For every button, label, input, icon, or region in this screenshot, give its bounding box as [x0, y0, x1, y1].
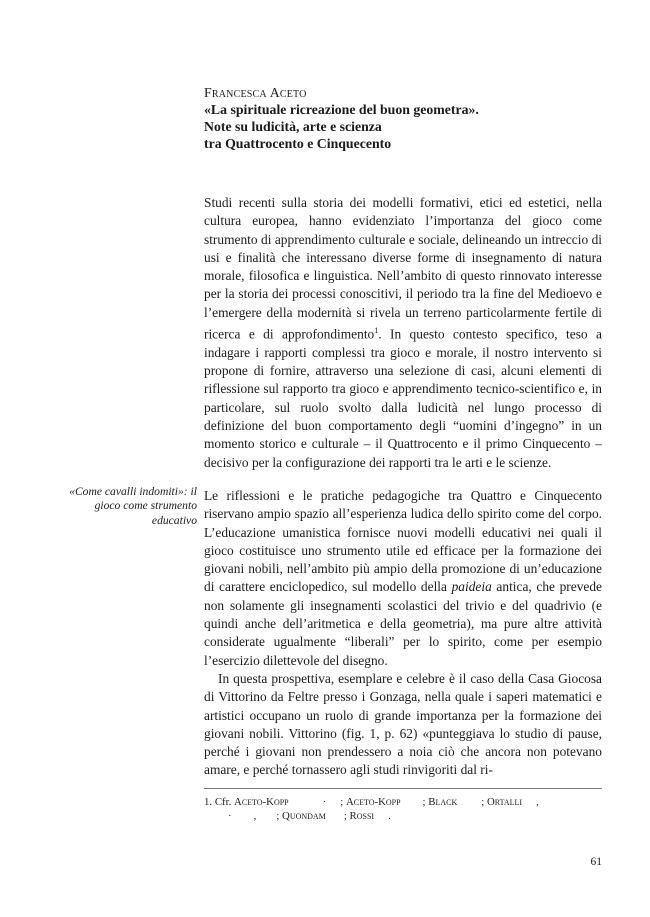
- abstract-text: Studi recenti sulla storia dei modelli formativi, etici ed estetici, nella cultura europea, hanno evidenziato l’importanza del gioco come strumento di apprendimento culturale e sociale, delineando un intreccio di usi e finalità che interessano diverse forme di insegnamento di natura morale, filosofica e linguistica. Nell’ambito di questo rinnovato interesse per la storia dei processi conoscitivi, il periodo tra la fine del Medioevo e l’emergere della modernità si rivela un terreno particolarmente fertile di ricerca e di approfondimento: [204, 195, 602, 342]
- footnote-cfr: Cfr.: [214, 796, 232, 808]
- footnote-citation: Rossi: [349, 810, 375, 822]
- footnote-citation: Aceto-Kopp: [234, 796, 289, 808]
- author-name: Francesca Aceto: [204, 85, 307, 100]
- article-title-line: tra Quattrocento e Cinquecento: [204, 136, 392, 151]
- footnote-citation: Ortalli: [486, 796, 523, 808]
- footnote-ref: 1: [374, 326, 379, 336]
- body-paragraph: [204, 670, 602, 780]
- article-header: [204, 84, 624, 152]
- body-text: antica, che prevede non solamente gli insegnamenti scolastici del trivio e del quadrivio (e quindi anche dell’aritmetica e della geometria), ma pure altre attività considerate ugualmente “liberali” per lo spirito, come per esempio l’esercizio dilettevole del disegno.: [204, 579, 602, 668]
- main-text: [204, 487, 602, 780]
- footnote-number: 1.: [204, 796, 213, 808]
- footnote-citation: Quondam: [282, 810, 326, 822]
- margin-heading: [62, 485, 197, 528]
- page-number: 61: [590, 856, 602, 868]
- abstract-text: . In questo contesto specifico, teso a indagare i rapporti complessi tra gioco e morale, il nostro intervento si propone di fornire, attraverso una selezione di casi, alcuni elementi di riflessione sul rapporto tra gioco e apprendimento tecnico-scientifico e, in particolare, sul ruolo svolto dalla ludicità nel lungo processo di definizione del buon comportamento degli “uomini d’ingegno” in un momento storico e culturale – il Quattrocento e il primo Cinquecento – decisivo per la configurazione dei rapporti tra le arti e le scienze.: [204, 326, 602, 470]
- footnote-citation: Black: [428, 796, 458, 808]
- body-text: Le riflessioni e le pratiche pedagogiche tra Quattro e Cinquecento riservano ampio spazio all’esperienza ludica dello spirito come del corpo. L’educazione umanistica fornisce nuovi modelli educativi nei quali il gioco costituisce uno strumento utile ed efficace per la formazione dei giovani nobili, nell’ambito più ampio della promozione di un’educazione di carattere enciclopedico, sul modello della: [204, 488, 602, 595]
- footnote-divider: [204, 788, 602, 789]
- article-title-line: «La spirituale ricreazione del buon geometra».: [204, 102, 479, 117]
- footnote: 1. Cfr. Aceto-Kopp · ; Aceto-Kopp ; Black ; Ortalli , · , ; Quondam ; Rossi .: [204, 796, 539, 822]
- footnote-citation: Aceto-Kopp: [345, 796, 401, 808]
- body-text: In questa prospettiva, esemplare e celebre è il caso della Casa Giocosa di Vittorino da Feltre presso i Gonzaga, nella quale i saperi matematici e artistici occupano un ruolo di grande importanza per la formazione dei giovani nobili. Vittorino (fig. 1, p. 62) «punteggiava lo studio di pause, perché i giovani non prendessero a noia ciò che ancora non potevano amare, e perché tornassero agli studi rinvigoriti dal ri-: [204, 670, 602, 778]
- body-italic-term: paideia: [451, 579, 492, 595]
- abstract-paragraph: [204, 194, 602, 472]
- margin-heading-rest: il gioco come strumento educativo: [94, 485, 197, 527]
- margin-heading-quote: «Come cavalli indomiti»:: [69, 485, 188, 498]
- article-title-line: Note su ludicità, arte e scienza: [204, 119, 382, 134]
- body-paragraph: [204, 487, 602, 670]
